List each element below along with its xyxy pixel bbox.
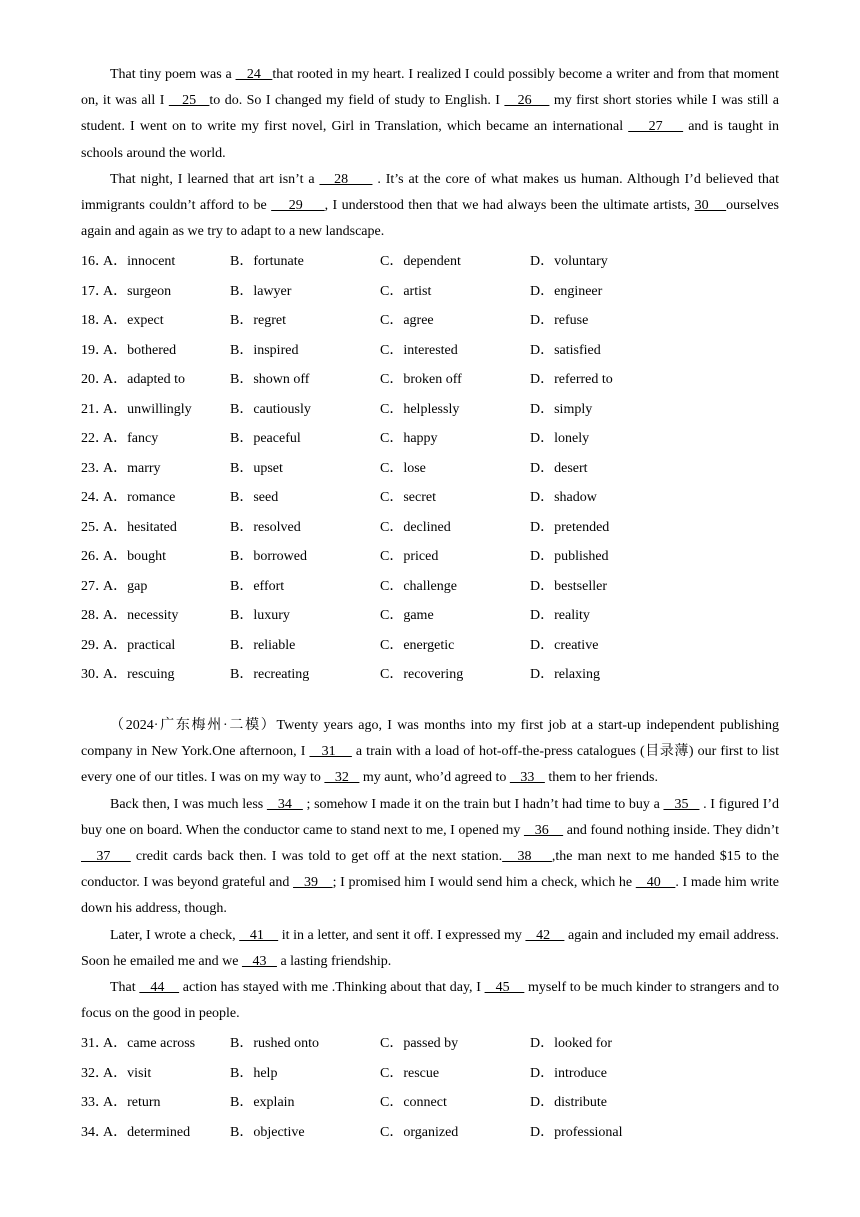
option-a: A．romance [103,490,176,506]
option-b: B．regret [230,313,286,329]
question-number: 26． [81,549,109,565]
option-row [81,365,779,395]
question-number: 24． [81,490,109,506]
option-c: C．interested [380,342,458,358]
option-row [81,247,779,277]
passage-text: a lasting friendship. [276,953,392,969]
option-c: C．energetic [380,637,455,653]
option-c: C．lose [380,460,426,476]
option-a: A．innocent [103,254,176,270]
question-number: 19． [81,342,109,358]
option-b: B．luxury [230,608,290,624]
option-c: C．happy [380,431,438,447]
question-number: 32． [81,1065,109,1081]
passage-text: and found nothing inside. They didn’t [563,822,779,838]
option-d: D．introduce [530,1065,607,1081]
option-a: A．necessity [103,608,179,624]
question-number: 33． [81,1095,109,1111]
option-c: C．organized [380,1124,459,1140]
option-c: C．helplessly [380,401,460,417]
option-b: B．fortunate [230,254,304,270]
option-row [81,1029,779,1059]
option-row [81,542,779,572]
option-row [81,1059,779,1089]
passage-text: Later, I wrote a check, [110,927,240,943]
question-number: 20． [81,372,109,388]
option-b: B．upset [230,460,283,476]
paragraph [81,713,779,792]
option-a: A．determined [103,1124,191,1140]
option-c: C．agree [380,313,434,329]
option-a: A．return [103,1095,161,1111]
option-d: D．published [530,549,609,565]
answer-blank: 43 [241,953,277,969]
option-b: B．effort [230,578,285,594]
passage-text: credit cards back then. I was told to get off at the next station. [130,848,503,864]
question-number: 25． [81,519,109,535]
option-a: A．hesitated [103,519,177,535]
option-row [81,631,779,661]
answer-blank: 31 [309,744,352,760]
section-gap [81,690,779,713]
option-c: C．dependent [380,254,461,270]
passage-text: . It’s at the core of what makes us human. Although I’d believed that immigrants couldn’t afford to be [81,171,779,214]
option-d: D．refuse [530,313,589,329]
answer-blank: 36 [523,822,564,838]
option-a: A．unwillingly [103,401,192,417]
option-a: A．adapted to [103,372,186,388]
passage-text: ,the man next to me handed $15 to the conductor. I was beyond grateful and [81,848,780,891]
option-a: A．practical [103,637,176,653]
question-number: 29． [81,637,109,653]
paragraph [81,792,779,923]
passage-2 [81,713,779,1027]
option-d: D．creative [530,637,599,653]
option-b: B．reliable [230,637,296,653]
paragraph [81,975,779,1027]
option-a: A．expect [103,313,164,329]
paragraph [81,62,779,167]
question-number: 23． [81,460,109,476]
answer-blank: 40 [635,875,676,891]
option-a: A．gap [103,578,148,594]
passage-text: ourselves again and again as we try to adapt to a new landscape. [81,198,780,240]
option-d: D．engineer [530,283,603,299]
option-row [81,424,779,454]
option-b: B．borrowed [230,549,307,565]
question-number: 27． [81,578,109,594]
question-number: 30． [81,667,109,683]
option-b: B．lawyer [230,283,292,299]
option-c: C．artist [380,283,432,299]
option-c: C．passed by [380,1036,459,1052]
option-row [81,306,779,336]
option-b: B．rushed onto [230,1036,320,1052]
passage-text: Back then, I was much less [110,796,267,812]
answer-blank: 27 [628,119,684,135]
option-a: A．bothered [103,342,177,358]
answer-blank: 45 [484,979,525,995]
answer-blank: 38 [502,848,552,864]
option-d: D．desert [530,460,588,476]
passage-text: and is taught in schools around the world. [81,119,779,161]
option-b: B．inspired [230,342,299,358]
option-d: D．reality [530,608,590,624]
option-d: D．pretended [530,519,610,535]
option-a: A．bought [103,549,166,565]
answer-blank: 37 [81,848,131,864]
option-b: B．recreating [230,667,310,683]
question-number: 16． [81,254,109,270]
option-a: A．rescuing [103,667,175,683]
answer-blank: 44 [139,979,180,995]
question-number: 17． [81,283,109,299]
passage-text: . I figured I’d buy one on board. When the conductor came to stand next to me, I opened my [81,796,780,838]
passage-text: . I made him write down his address, though. [81,875,779,917]
options-list-1 [81,247,779,690]
option-b: B．objective [230,1124,305,1140]
passage-text: my aunt, who’d agreed to [359,770,510,786]
passage-text: again and included my email address. Soon he emailed me and we [81,927,779,969]
option-row [81,454,779,484]
passage-text: my first short stories while I was still a student. I went on to write my first novel, Girl in Translation, which became an international [81,93,779,135]
option-c: C．priced [380,549,439,565]
answer-blank: 33 [509,770,545,786]
option-b: B．seed [230,490,279,506]
option-d: D．professional [530,1124,623,1140]
option-d: D．referred to [530,372,613,388]
paragraph [81,167,779,246]
passage-text: That [110,979,140,995]
option-c: C．game [380,608,434,624]
answer-blank: 42 [525,927,565,943]
option-d: D．voluntary [530,254,608,270]
option-d: D．lonely [530,431,590,447]
option-c: C．connect [380,1095,447,1111]
option-row [81,513,779,543]
option-row [81,277,779,307]
passage-text: a train with a load of hot-off-the-press catalogues (目录薄) our first to list every one of our titles. I was on my way to [81,744,779,786]
passage-text: ; somehow I made it on the train but I hadn’t had time to buy a [302,796,664,812]
answer-blank: 30 [694,198,727,214]
option-c: C．rescue [380,1065,440,1081]
option-b: B．explain [230,1095,295,1111]
answer-blank: 26 [504,93,550,109]
option-b: B．help [230,1065,278,1081]
option-d: D．relaxing [530,667,600,683]
question-number: 21． [81,401,109,417]
options-list-2 [81,1029,779,1147]
option-a: A．surgeon [103,283,172,299]
question-number: 18． [81,313,109,329]
option-d: D．bestseller [530,578,607,594]
passage-text: it in a letter, and sent it off. I expressed my [278,927,526,943]
passage-text: That night, I learned that art isn’t a [110,171,320,187]
passage-text: ; I promised him I would send him a check, which he [332,875,636,891]
passage-text: action has stayed with me .Thinking about that day, I [179,979,485,995]
passage-text: , I understood then that we had always been the ultimate artists, [324,198,695,214]
option-c: C．challenge [380,578,457,594]
answer-blank: 32 [324,770,360,786]
option-row [81,483,779,513]
option-b: B．peaceful [230,431,301,447]
passage-text: That tiny poem was a [110,67,236,82]
answer-blank: 34 [266,796,303,812]
option-c: C．declined [380,519,451,535]
answer-blank: 28 [319,171,373,187]
question-number: 31． [81,1036,109,1052]
option-row [81,1118,779,1148]
option-c: C．recovering [380,667,464,683]
document-page [81,62,779,1147]
option-d: D．simply [530,401,593,417]
option-row [81,572,779,602]
question-number: 28． [81,608,109,624]
passage-text: to do. So I changed my field of study to English. I [209,93,505,109]
paragraph [81,923,779,975]
question-number: 34． [81,1124,109,1140]
option-d: D．satisfied [530,342,601,358]
option-b: B．resolved [230,519,301,535]
answer-blank: 41 [239,927,279,943]
option-row [81,601,779,631]
option-a: A．visit [103,1065,152,1081]
option-b: B．shown off [230,372,310,388]
question-number: 22． [81,431,109,447]
answer-blank: 39 [293,875,333,891]
passage-text: them to her friends. [544,770,658,786]
answer-blank: 35 [663,796,700,812]
passage-text: that rooted in my heart. I realized I could possibly become a writer and from that moment on, it was all I [81,67,780,109]
option-c: C．secret [380,490,436,506]
answer-blank: 24 [235,67,273,82]
option-a: A．came across [103,1036,196,1052]
passage-text: （2024·广东梅州·二模）Twenty years ago, I was months into my first job at a start-up independent publishing company in New York.One afternoon, I [81,717,779,760]
option-row [81,336,779,366]
option-d: D．shadow [530,490,597,506]
option-b: B．cautiously [230,401,311,417]
option-d: D．distribute [530,1095,607,1111]
option-a: A．marry [103,460,161,476]
option-row [81,1088,779,1118]
passage-1 [81,62,779,245]
option-row [81,395,779,425]
option-a: A．fancy [103,431,159,447]
passage-text: myself to be much kinder to strangers and to focus on the good in people. [81,979,780,1022]
option-d: D．looked for [530,1036,613,1052]
answer-blank: 29 [271,198,325,214]
answer-blank: 25 [168,93,210,109]
option-row [81,660,779,690]
option-c: C．broken off [380,372,462,388]
